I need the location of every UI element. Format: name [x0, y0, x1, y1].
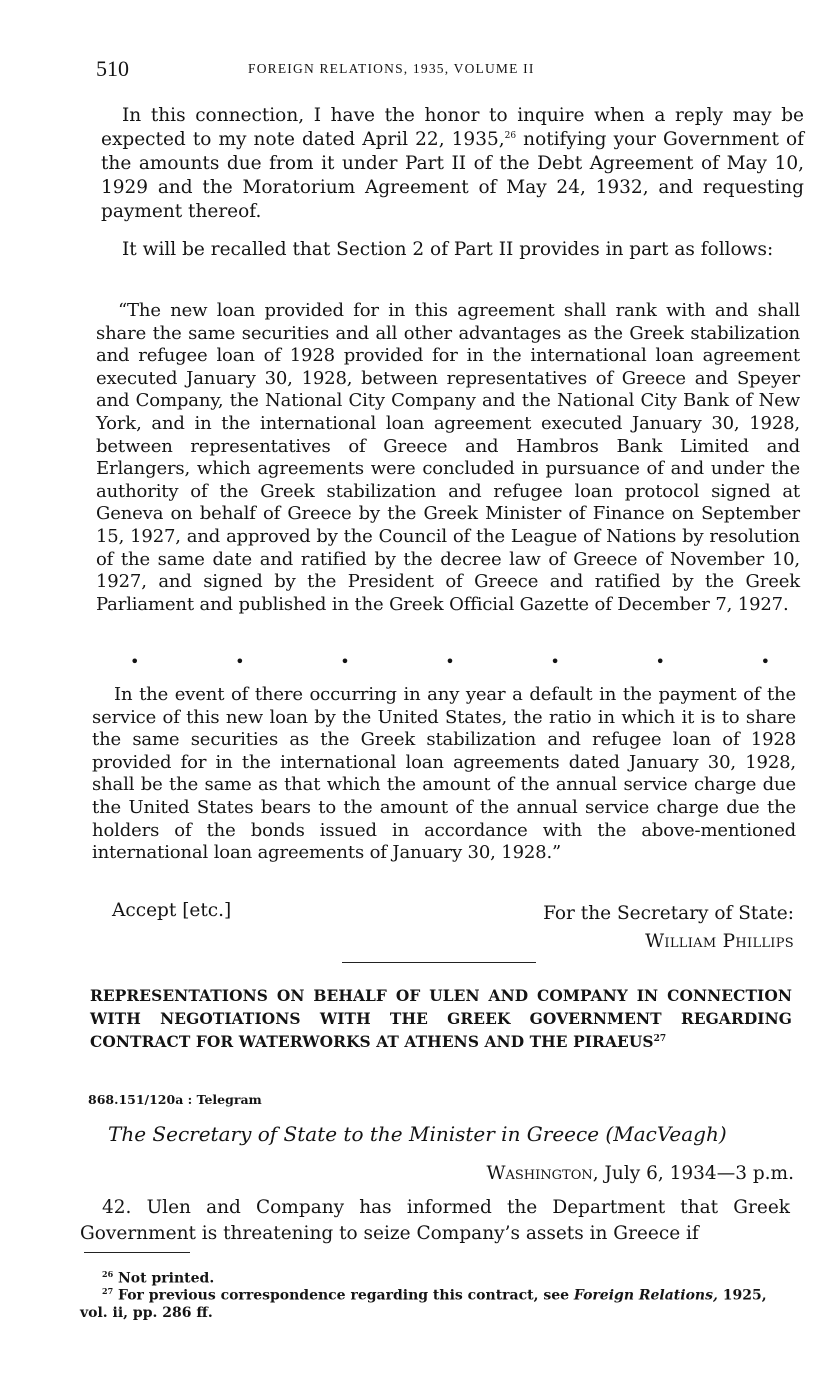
paragraph-inquiry: [101, 104, 804, 224]
ellipsis-dot: •: [445, 652, 455, 671]
section-title-text: REPRESENTATIONS ON BEHALF OF ULEN AND COMPANY IN CONNECTION WITH NEGOTIATIONS WITH THE GREEK GOVERNMENT REGARDING CONTRACT FOR WATERWORKS AT ATHENS AND THE PIRAEUS: [90, 987, 792, 1051]
ellipsis-dot: •: [550, 652, 560, 671]
footnote-26-mark: 26: [102, 1269, 114, 1279]
ellipsis-dots: [130, 652, 770, 671]
page-header: [96, 56, 804, 86]
footnote-ref-26: 26: [504, 130, 517, 141]
dateline-date: , July 6, 1934—3 p.m.: [592, 1163, 794, 1184]
running-head: FOREIGN RELATIONS, 1935, VOLUME II: [248, 61, 535, 76]
ellipsis-dot: •: [235, 652, 245, 671]
telegram-body: 42. Ulen and Company has informed the Department that Greek Government is threatening to seize Company’s assets in Greece if: [80, 1197, 790, 1244]
dateline: [486, 1163, 794, 1184]
ellipsis-dot: •: [340, 652, 350, 671]
file-identifier: 868.151/120a : Telegram: [88, 1092, 262, 1107]
document-title: The Secretary of State to the Minister in Greece (MacVeagh): [108, 1122, 727, 1146]
footnote-ref-27: 27: [653, 1033, 667, 1044]
signer-name: William Phillips: [645, 931, 794, 952]
paragraph-inquiry-text-b: notifying your Government of the amounts due from it under Part II of the Debt Agreement of May 10, 1929 and the Moratorium Agreement of May 24, 1932, and requesting payment thereof.: [101, 129, 804, 222]
ellipsis-dot: •: [655, 652, 665, 671]
closing-for-secretary: For the Secretary of State:: [543, 903, 794, 924]
section-divider: [342, 962, 536, 963]
page-number: 510: [96, 56, 129, 81]
paragraph-inquiry-text-a: In this connection, I have the honor to inquire when a reply may be expected to my note dated April 22, 1935,: [101, 105, 804, 150]
footnote-26-text: Not printed.: [113, 1270, 215, 1287]
closing-accept: Accept [etc.]: [112, 900, 232, 921]
quoted-section-part2: In the event of there occurring in any year a default in the payment of the service of this new loan by the United States, the ratio in which it is to share the same securities as the Greek stabilization and refugee loan of 1928 provided for in the international loan agreements dated January 30, 1928, shall be the same as that which the amount of the annual service charge due the United States bears to the amount of the annual service charge due the holders of the bonds issued in accordance with the above-mentioned international loan agreements of January 30, 1928.”: [92, 684, 796, 864]
dateline-place: Washington: [486, 1163, 593, 1184]
footnote-divider: [84, 1252, 190, 1253]
footnote-27: [80, 1283, 788, 1322]
paragraph-recall: It will be recalled that Section 2 of Part II provides in part as follows:: [122, 239, 774, 260]
footnote-27-text-b: 1925, vol. ii, pp. 286 ff.: [80, 1287, 767, 1321]
footnote-27-text-a: For previous correspondence regarding this contract, see: [113, 1287, 574, 1304]
section-title: [90, 985, 792, 1054]
footnote-27-citation: Foreign Relations,: [573, 1287, 718, 1304]
quoted-section-part1: “The new loan provided for in this agreement shall rank with and shall share the same securities and all other advantages as the Greek stabilization and refugee loan of 1928 provided for in the international loan agreement executed January 30, 1928, between representatives of Greece and Speyer and Company, the National City Company and the National City Bank of New York, and in the international loan agreement executed January 30, 1928, between representatives of Greece and Hambros Bank Limited and Erlangers, which agreements were concluded in pursuance of and under the authority of the Greek stabilization and refugee loan protocol signed at Geneva on behalf of Greece by the Greek Minister of Finance on September 15, 1927, and approved by the Council of the League of Nations by resolution of the same date and ratified by the decree law of Greece of November 10, 1927, and signed by the President of Greece and ratified by the Greek Parliament and published in the Greek Official Gazette of December 7, 1927.: [96, 300, 800, 615]
footnote-27-mark: 27: [102, 1286, 114, 1296]
ellipsis-dot: •: [760, 652, 770, 671]
ellipsis-dot: •: [130, 652, 140, 671]
